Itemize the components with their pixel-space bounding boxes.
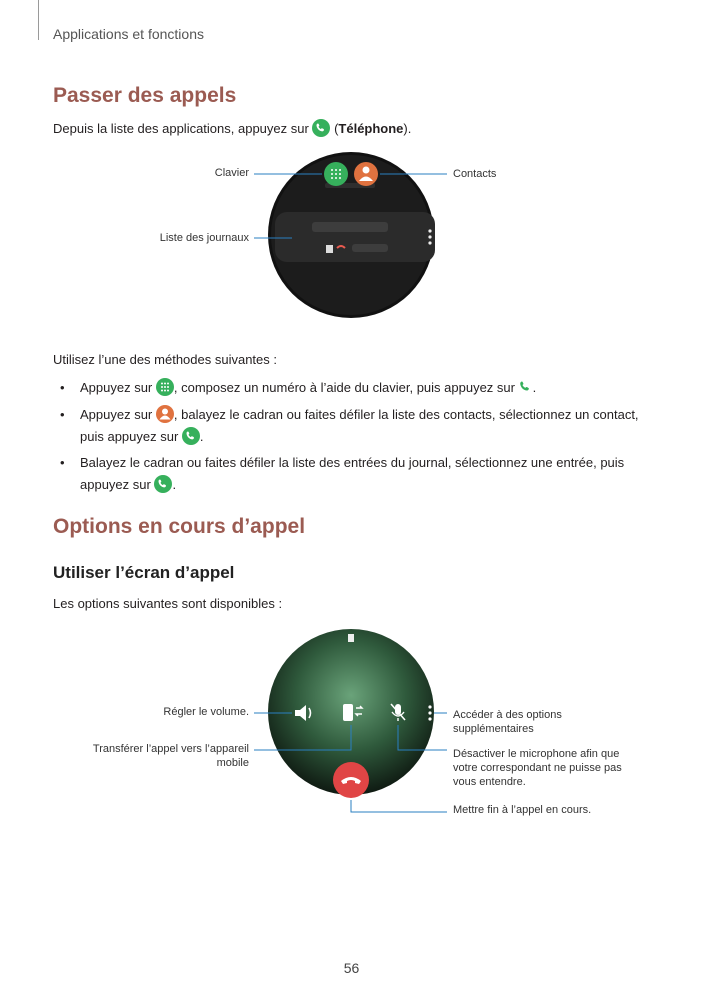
options-intro: Les options suivantes sont disponibles : (53, 596, 283, 611)
phone-indicator-icon (348, 634, 354, 642)
header-rule (38, 0, 39, 40)
bullet-keypad: Appuyez sur , composez un numéro à l’aide du clavier, puis appuyez sur . (80, 380, 537, 395)
label-mute: Désactiver le microphone afin que votre correspondant ne puisse pas vous entendre. (453, 748, 622, 788)
phone-app-icon (312, 119, 330, 137)
section-title-make-calls: Passer des appels (53, 84, 237, 107)
label-keypad: Clavier (214, 167, 249, 179)
label-end-call: Mettre fin à l’appel en cours. (453, 804, 592, 816)
contacts-icon (156, 405, 174, 423)
label-more-options: Accéder à des options supplémentaires (453, 709, 562, 735)
bullet-contacts: Appuyez sur , balayez le cadran ou faites défiler la liste des contacts, sélectionnez un contact, puis appuyez sur . (80, 407, 639, 444)
label-logs: Liste des journaux (159, 232, 249, 244)
contacts-icon[interactable] (354, 162, 378, 186)
label-contacts: Contacts (453, 168, 497, 180)
page-number: 56 (343, 960, 360, 976)
subsection-title: Utiliser l’écran d’appel (53, 563, 235, 582)
header-title: Applications et fonctions (53, 26, 204, 42)
bullet-marker: • (60, 407, 65, 422)
label-volume: Régler le volume. (163, 706, 249, 718)
section-title-in-call-options: Options en cours d’appel (53, 515, 306, 538)
intro-text: Depuis la liste des applications, appuyez sur (53, 121, 309, 136)
methods-intro: Utilisez l’une des méthodes suivantes : (53, 352, 278, 367)
call-icon (519, 380, 533, 394)
phone-icon (182, 427, 200, 445)
more-options-icon[interactable] (428, 705, 431, 720)
app-name: Téléphone (338, 121, 404, 136)
keypad-icon (156, 378, 174, 396)
phone-icon (154, 475, 172, 493)
intro-paragraph (53, 119, 411, 137)
bullet-marker: • (60, 380, 65, 395)
phone-app-diagram (0, 145, 703, 330)
bullet-marker: • (60, 455, 65, 470)
paren-close: ). (403, 121, 412, 136)
call-log-card (275, 212, 435, 262)
paren-open: ( (334, 121, 339, 136)
label-transfer: Transférer l’appel vers l’appareil mobile (92, 743, 249, 769)
call-screen-diagram (0, 625, 703, 825)
bullet-logs: Balayez le cadran ou faites défiler la liste des entrées du journal, sélectionnez une entrée, puis appuyez sur . (80, 455, 625, 492)
